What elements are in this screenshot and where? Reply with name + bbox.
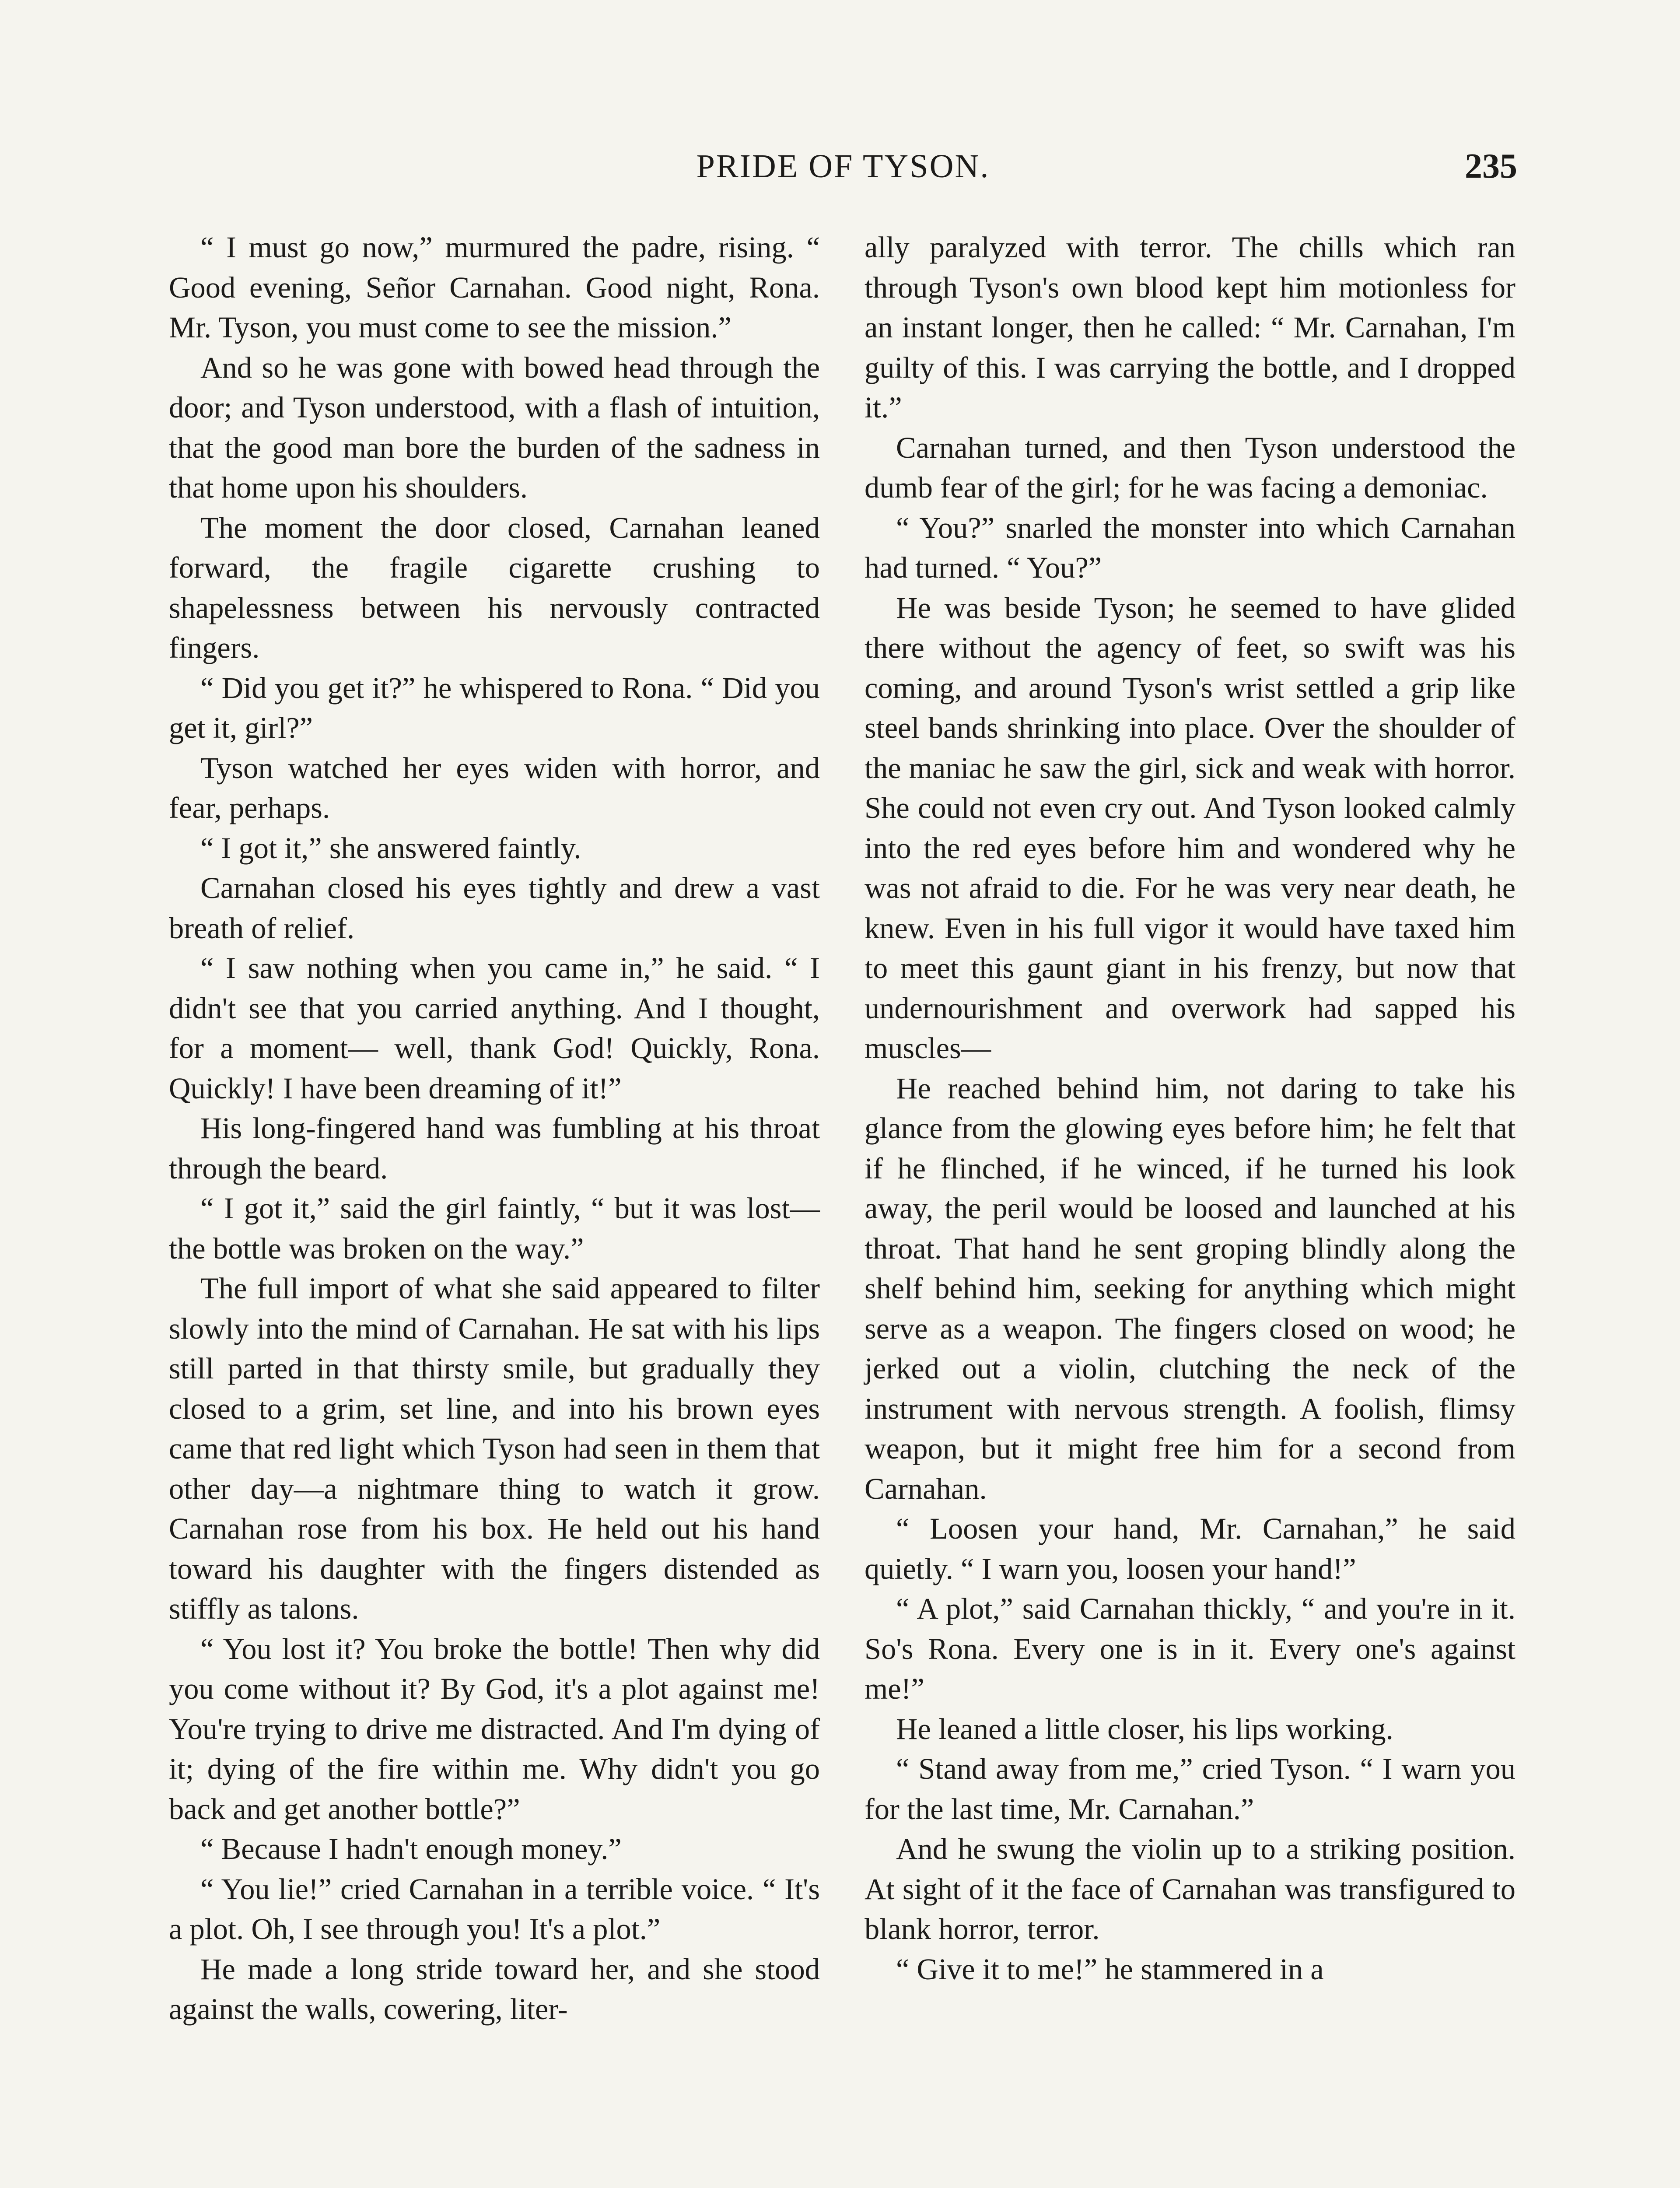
paragraph: “ I must go now,” murmured the padre, rising. “ Good evening, Señor Carnahan. Good night, Rona. Mr. Tyson, you must come to see the mission.” <box>169 231 820 344</box>
paragraph: The moment the door closed, Carnahan leaned forward, the fragile cigarette crushing to shapelessness between his nervously contracted fingers. <box>169 511 820 664</box>
paragraph: “ I got it,” she answered faintly. <box>200 831 581 865</box>
paragraph: He made a long stride toward her, and she stood against the walls, cowering, liter- <box>169 1952 820 2026</box>
paragraph: “ You lie!” cried Carnahan in a terrible voice. “ It's a plot. Oh, I see through you! It's a plot.” <box>169 1872 820 1946</box>
paragraph: “ Did you get it?” he whispered to Rona. “ Did you get it, girl?” <box>169 671 820 744</box>
running-title: PRIDE OF TYSON. <box>696 148 990 185</box>
paragraph: He was beside Tyson; he seemed to have glided there without the agency of feet, so swift was his coming, and around Tyson's wrist settled a grip like steel bands shrinking into place. Over the shoulder of the maniac he saw the girl, sick and weak with horror. She could not even cry out. And Tyson looked calmly into the red eyes before him and wondered why he was not afraid to die. For he was very near death, he knew. Even in his full vigor it would have taxed him to meet this gaunt giant in his frenzy, but now that undernourishment and overwork had sapped his muscles— <box>864 591 1516 1065</box>
paragraph: “ Give it to me!” he stammered in a <box>896 1952 1324 1986</box>
page-number: 235 <box>1465 147 1517 186</box>
paragraph: He reached behind him, not daring to take his glance from the glowing eyes before him; he felt that if he flinched, if he winced, if he turned his look away, the peril would be loosed and launched at his throat. That hand he sent groping blindly along the shelf behind him, seeking for anything which might serve as a weapon. The fingers closed on wood; he jerked out a violin, clutching the neck of the instrument with nervous strength. A foolish, flimsy weapon, but it might free him for a second from Carnahan. <box>864 1071 1516 1505</box>
paragraph: And so he was gone with bowed head through the door; and Tyson understood, with a flash of intuition, that the good man bore the burden of the sadness in that home upon his shoulders. <box>169 351 820 504</box>
paragraph: “ You lost it? You broke the bottle! Then why did you come without it? By God, it's a plot against me! You're trying to drive me distracted. And I'm dying of it; dying of the fire within me. Why didn't you go back and get another bottle?” <box>169 1632 820 1826</box>
left-column <box>169 228 820 2030</box>
paragraph: “ I got it,” said the girl faintly, “ but it was lost—the bottle was broken on the way.” <box>169 1192 820 1265</box>
paragraph: Carnahan closed his eyes tightly and drew a vast breath of relief. <box>169 871 820 945</box>
paragraph: Carnahan turned, and then Tyson understood the dumb fear of the girl; for he was facing a demoniac. <box>864 431 1516 504</box>
paragraph: “ I saw nothing when you came in,” he said. “ I didn't see that you carried anything. And I thought, for a moment— well, thank God! Quickly, Rona. Quickly! I have been dreaming of it!” <box>169 951 820 1105</box>
paragraph: His long-fingered hand was fumbling at his throat through the beard. <box>169 1112 820 1185</box>
paragraph: “ Because I hadn't enough money.” <box>200 1832 622 1865</box>
page-header <box>169 144 1517 188</box>
paragraph: “ A plot,” said Carnahan thickly, “ and you're in it. So's Rona. Every one is in it. Every one's against me!” <box>864 1592 1516 1705</box>
paragraph: And he swung the violin up to a striking position. At sight of it the face of Carnahan was transfigured to blank horror, terror. <box>864 1832 1516 1946</box>
paragraph: He leaned a little closer, his lips working. <box>896 1712 1393 1746</box>
paragraph: The full import of what she said appeared to filter slowly into the mind of Carnahan. He sat with his lips still parted in that thirsty smile, but gradually they closed to a grim, set line, and into his brown eyes came that red light which Tyson had seen in them that other day—a nightmare thing to watch it grow. Carnahan rose from his box. He held out his hand toward his daughter with the fingers distended as stiffly as talons. <box>169 1272 820 1625</box>
paragraph: “ Stand away from me,” cried Tyson. “ I warn you for the last time, Mr. Carnahan.” <box>864 1752 1516 1826</box>
paragraph: “ Loosen your hand, Mr. Carnahan,” he said quietly. “ I warn you, loosen your hand!” <box>864 1512 1516 1585</box>
paragraph: “ You?” snarled the monster into which Carnahan had turned. “ You?” <box>864 511 1516 584</box>
paragraph-continuation: ally paralyzed with terror. The chills which ran through Tyson's own blood kept him motionless for an instant longer, then he called: “ Mr. Carnahan, I'm guilty of this. I was carrying the bottle, and I dropped it.” <box>864 231 1516 424</box>
paragraph: Tyson watched her eyes widen with horror, and fear, perhaps. <box>169 751 820 824</box>
right-column <box>864 228 1516 1989</box>
